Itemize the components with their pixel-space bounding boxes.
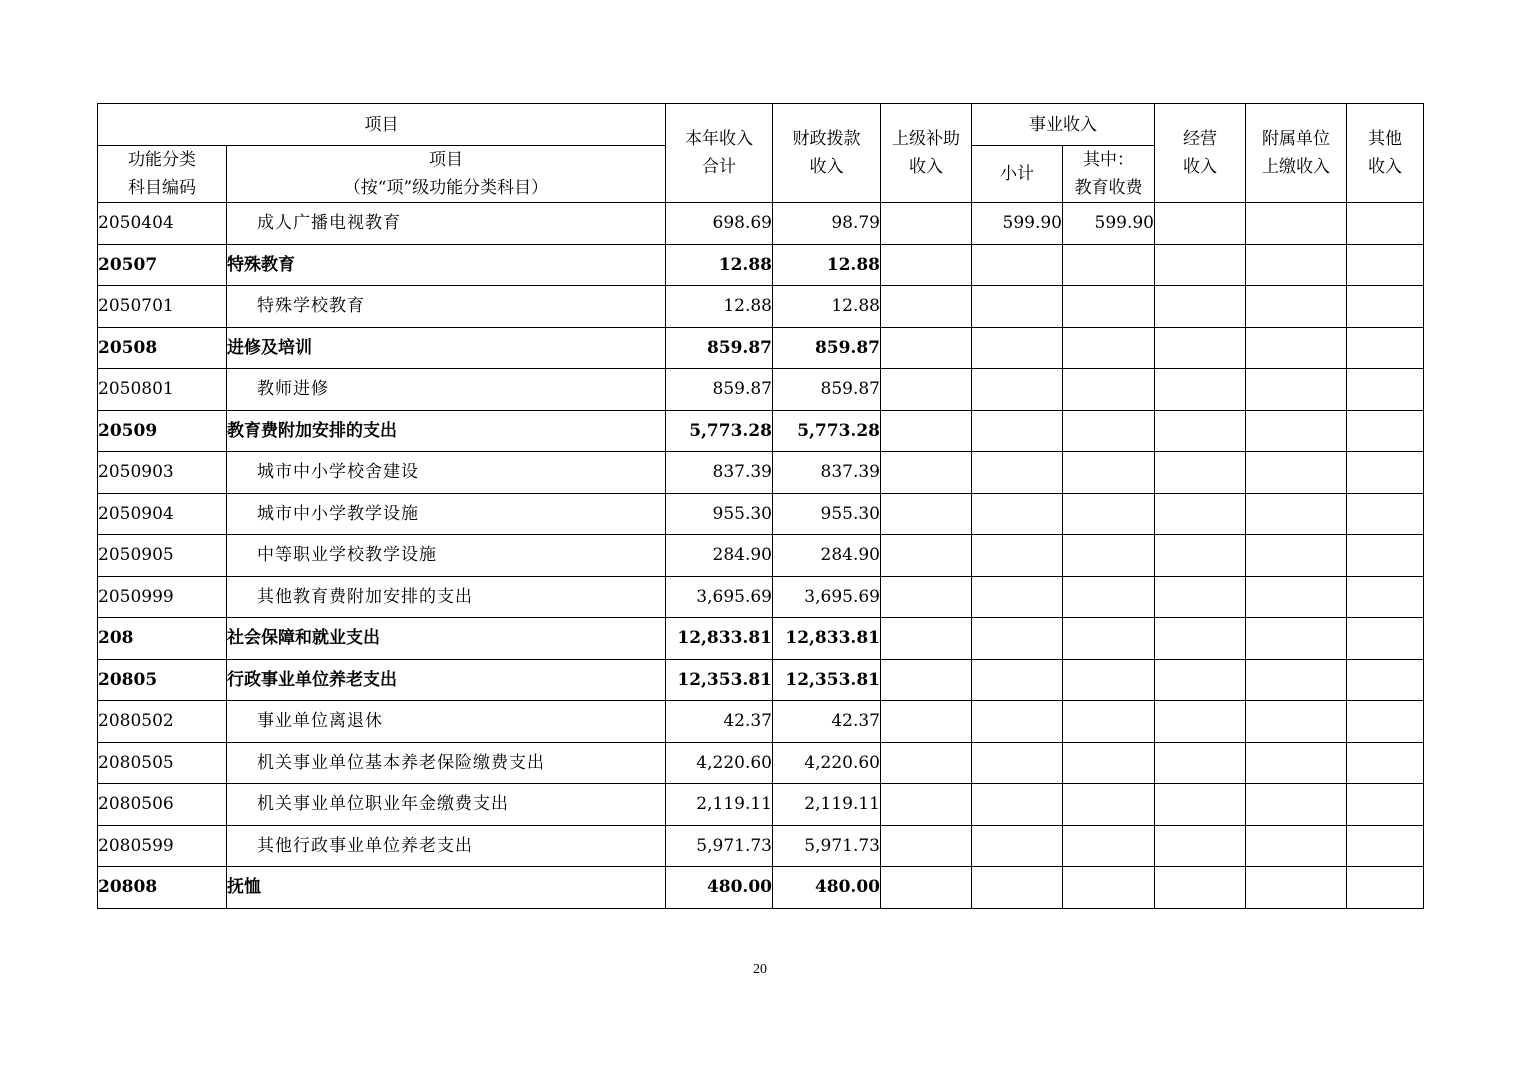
total-cell: 12,353.81: [666, 659, 773, 701]
fiscal-cell: 859.87: [773, 327, 881, 369]
edu-fee-cell: [1063, 784, 1155, 826]
code-cell: 2050904: [98, 493, 227, 535]
code-cell: 20507: [98, 244, 227, 286]
header-subtotal: 小计: [972, 146, 1063, 203]
header-total-income: 本年收入 合计: [666, 104, 773, 203]
item-name-cell: 机关事业单位职业年金缴费支出: [227, 784, 666, 826]
item-name-cell: 其他教育费附加安排的支出: [227, 576, 666, 618]
table-row: [98, 784, 1424, 826]
affiliate-cell: [1246, 369, 1347, 411]
table-row: [98, 535, 1424, 577]
subtotal-cell: [972, 535, 1063, 577]
operating-cell: [1155, 825, 1246, 867]
code-cell: 2080505: [98, 742, 227, 784]
total-cell: 698.69: [666, 203, 773, 245]
total-cell: 5,971.73: [666, 825, 773, 867]
fiscal-cell: 859.87: [773, 369, 881, 411]
subtotal-cell: [972, 286, 1063, 328]
code-cell: 2080599: [98, 825, 227, 867]
total-cell: 5,773.28: [666, 410, 773, 452]
subtotal-cell: [972, 244, 1063, 286]
total-cell: 2,119.11: [666, 784, 773, 826]
superior-cell: [881, 701, 972, 743]
subtotal-cell: [972, 867, 1063, 909]
header-project: 项目: [98, 104, 666, 146]
subtotal-cell: [972, 452, 1063, 494]
operating-cell: [1155, 493, 1246, 535]
subtotal-cell: [972, 576, 1063, 618]
fiscal-cell: 3,695.69: [773, 576, 881, 618]
table-row: [98, 701, 1424, 743]
item-name-cell: 抚恤: [227, 867, 666, 909]
affiliate-cell: [1246, 701, 1347, 743]
other-cell: [1347, 867, 1424, 909]
code-cell: 2050404: [98, 203, 227, 245]
other-cell: [1347, 493, 1424, 535]
edu-fee-cell: [1063, 493, 1155, 535]
edu-fee-cell: [1063, 576, 1155, 618]
edu-fee-cell: [1063, 327, 1155, 369]
total-cell: 42.37: [666, 701, 773, 743]
edu-fee-cell: [1063, 452, 1155, 494]
affiliate-cell: [1246, 618, 1347, 660]
edu-fee-cell: [1063, 659, 1155, 701]
subtotal-cell: [972, 825, 1063, 867]
table-row: [98, 493, 1424, 535]
item-name-cell: 中等职业学校教学设施: [227, 535, 666, 577]
other-cell: [1347, 410, 1424, 452]
total-cell: 859.87: [666, 327, 773, 369]
item-name-cell: 教师进修: [227, 369, 666, 411]
operating-cell: [1155, 369, 1246, 411]
subtotal-cell: [972, 410, 1063, 452]
item-name-cell: 其他行政事业单位养老支出: [227, 825, 666, 867]
table-row: [98, 410, 1424, 452]
fiscal-cell: 12.88: [773, 244, 881, 286]
fiscal-cell: 284.90: [773, 535, 881, 577]
superior-cell: [881, 286, 972, 328]
affiliate-cell: [1246, 327, 1347, 369]
table-row: [98, 286, 1424, 328]
table-row: [98, 452, 1424, 494]
table-row: [98, 576, 1424, 618]
operating-cell: [1155, 452, 1246, 494]
code-cell: 20508: [98, 327, 227, 369]
table-row: [98, 825, 1424, 867]
item-name-cell: 特殊教育: [227, 244, 666, 286]
edu-fee-cell: [1063, 244, 1155, 286]
header-item: 项目 （按“项”级功能分类科目）: [227, 146, 666, 203]
operating-cell: [1155, 618, 1246, 660]
fiscal-cell: 42.37: [773, 701, 881, 743]
superior-cell: [881, 784, 972, 826]
subtotal-cell: [972, 493, 1063, 535]
affiliate-cell: [1246, 825, 1347, 867]
code-cell: 2050701: [98, 286, 227, 328]
superior-cell: [881, 618, 972, 660]
affiliate-cell: [1246, 244, 1347, 286]
code-cell: 208: [98, 618, 227, 660]
operating-cell: [1155, 535, 1246, 577]
edu-fee-cell: [1063, 369, 1155, 411]
total-cell: 4,220.60: [666, 742, 773, 784]
fiscal-cell: 98.79: [773, 203, 881, 245]
header-other-income: 其他 收入: [1347, 104, 1424, 203]
subtotal-cell: [972, 701, 1063, 743]
affiliate-cell: [1246, 410, 1347, 452]
header-superior-subsidy: 上级补助 收入: [881, 104, 972, 203]
operating-cell: [1155, 659, 1246, 701]
item-name-cell: 机关事业单位基本养老保险缴费支出: [227, 742, 666, 784]
table-row: [98, 244, 1424, 286]
fiscal-cell: 955.30: [773, 493, 881, 535]
superior-cell: [881, 659, 972, 701]
header-affiliate-income: 附属单位 上缴收入: [1246, 104, 1347, 203]
code-cell: 2050905: [98, 535, 227, 577]
item-name-cell: 事业单位离退休: [227, 701, 666, 743]
fiscal-cell: 5,773.28: [773, 410, 881, 452]
subtotal-cell: [972, 784, 1063, 826]
edu-fee-cell: [1063, 825, 1155, 867]
affiliate-cell: [1246, 203, 1347, 245]
superior-cell: [881, 452, 972, 494]
item-name-cell: 教育费附加安排的支出: [227, 410, 666, 452]
code-cell: 20808: [98, 867, 227, 909]
operating-cell: [1155, 701, 1246, 743]
item-name-cell: 行政事业单位养老支出: [227, 659, 666, 701]
header-business-income: 事业收入: [972, 104, 1155, 146]
table-row: [98, 742, 1424, 784]
edu-fee-cell: [1063, 618, 1155, 660]
fiscal-cell: 2,119.11: [773, 784, 881, 826]
item-name-cell: 特殊学校教育: [227, 286, 666, 328]
subtotal-cell: [972, 618, 1063, 660]
code-cell: 2050903: [98, 452, 227, 494]
item-name-cell: 社会保障和就业支出: [227, 618, 666, 660]
code-cell: 2050801: [98, 369, 227, 411]
item-name-cell: 进修及培训: [227, 327, 666, 369]
edu-fee-cell: [1063, 867, 1155, 909]
other-cell: [1347, 452, 1424, 494]
other-cell: [1347, 618, 1424, 660]
table-row: [98, 327, 1424, 369]
superior-cell: [881, 203, 972, 245]
edu-fee-cell: [1063, 410, 1155, 452]
superior-cell: [881, 244, 972, 286]
fiscal-cell: 12,353.81: [773, 659, 881, 701]
operating-cell: [1155, 327, 1246, 369]
header-education-fee: 其中： 教育收费: [1063, 146, 1155, 203]
operating-cell: [1155, 410, 1246, 452]
superior-cell: [881, 535, 972, 577]
edu-fee-cell: [1063, 742, 1155, 784]
total-cell: 837.39: [666, 452, 773, 494]
total-cell: 284.90: [666, 535, 773, 577]
total-cell: 859.87: [666, 369, 773, 411]
table-row: [98, 618, 1424, 660]
subtotal-cell: [972, 369, 1063, 411]
superior-cell: [881, 410, 972, 452]
header-function-code: 功能分类 科目编码: [98, 146, 227, 203]
total-cell: 480.00: [666, 867, 773, 909]
superior-cell: [881, 369, 972, 411]
fiscal-cell: 5,971.73: [773, 825, 881, 867]
fiscal-cell: 12,833.81: [773, 618, 881, 660]
affiliate-cell: [1246, 452, 1347, 494]
header-fiscal-appropriation: 财政拨款 收入: [773, 104, 881, 203]
other-cell: [1347, 535, 1424, 577]
superior-cell: [881, 493, 972, 535]
subtotal-cell: [972, 659, 1063, 701]
superior-cell: [881, 825, 972, 867]
page-number: 20: [753, 962, 767, 977]
table-row: [98, 867, 1424, 909]
affiliate-cell: [1246, 867, 1347, 909]
other-cell: [1347, 576, 1424, 618]
fiscal-cell: 4,220.60: [773, 742, 881, 784]
other-cell: [1347, 327, 1424, 369]
edu-fee-cell: [1063, 701, 1155, 743]
subtotal-cell: [972, 742, 1063, 784]
other-cell: [1347, 203, 1424, 245]
operating-cell: [1155, 203, 1246, 245]
other-cell: [1347, 825, 1424, 867]
operating-cell: [1155, 867, 1246, 909]
item-name-cell: 成人广播电视教育: [227, 203, 666, 245]
superior-cell: [881, 742, 972, 784]
code-cell: 2050999: [98, 576, 227, 618]
affiliate-cell: [1246, 659, 1347, 701]
code-cell: 2080506: [98, 784, 227, 826]
total-cell: 955.30: [666, 493, 773, 535]
item-name-cell: 城市中小学校舍建设: [227, 452, 666, 494]
fiscal-cell: 837.39: [773, 452, 881, 494]
operating-cell: [1155, 742, 1246, 784]
operating-cell: [1155, 784, 1246, 826]
other-cell: [1347, 784, 1424, 826]
affiliate-cell: [1246, 493, 1347, 535]
header-row-1: [98, 104, 1424, 146]
operating-cell: [1155, 576, 1246, 618]
affiliate-cell: [1246, 286, 1347, 328]
table-row: [98, 659, 1424, 701]
other-cell: [1347, 244, 1424, 286]
superior-cell: [881, 576, 972, 618]
fiscal-cell: 480.00: [773, 867, 881, 909]
total-cell: 12.88: [666, 286, 773, 328]
other-cell: [1347, 286, 1424, 328]
edu-fee-cell: [1063, 535, 1155, 577]
table-row: [98, 369, 1424, 411]
superior-cell: [881, 867, 972, 909]
total-cell: 12,833.81: [666, 618, 773, 660]
fiscal-cell: 12.88: [773, 286, 881, 328]
edu-fee-cell: 599.90: [1063, 203, 1155, 245]
affiliate-cell: [1246, 784, 1347, 826]
total-cell: 12.88: [666, 244, 773, 286]
code-cell: 20805: [98, 659, 227, 701]
item-name-cell: 城市中小学教学设施: [227, 493, 666, 535]
edu-fee-cell: [1063, 286, 1155, 328]
affiliate-cell: [1246, 742, 1347, 784]
other-cell: [1347, 659, 1424, 701]
header-operating-income: 经营 收入: [1155, 104, 1246, 203]
table-row: [98, 203, 1424, 245]
code-cell: 20509: [98, 410, 227, 452]
other-cell: [1347, 742, 1424, 784]
code-cell: 2080502: [98, 701, 227, 743]
operating-cell: [1155, 286, 1246, 328]
total-cell: 3,695.69: [666, 576, 773, 618]
other-cell: [1347, 369, 1424, 411]
subtotal-cell: 599.90: [972, 203, 1063, 245]
affiliate-cell: [1246, 535, 1347, 577]
other-cell: [1347, 701, 1424, 743]
superior-cell: [881, 327, 972, 369]
subtotal-cell: [972, 327, 1063, 369]
income-table: [97, 103, 1424, 909]
affiliate-cell: [1246, 576, 1347, 618]
operating-cell: [1155, 244, 1246, 286]
